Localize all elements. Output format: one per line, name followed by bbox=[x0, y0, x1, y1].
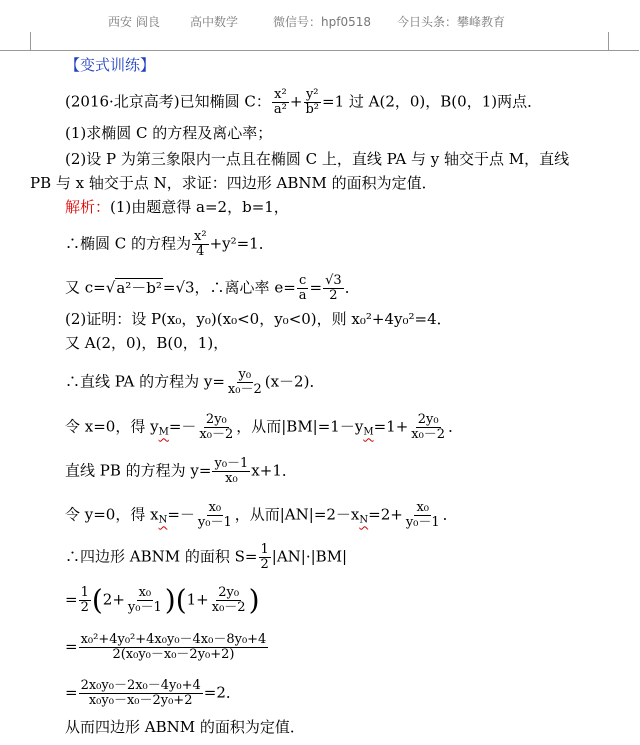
solution-step-6: ∴直线 PA 的方程为 y= $\frac{\text{y₀}}{\text{x₀－2}}$ (x－2)． bbox=[65, 367, 325, 397]
problem-question-1: (1)求椭圆 C 的方程及离心率； bbox=[65, 124, 273, 142]
solution-step-10: ∴四边形 ABNM 的面积 S= $\frac{1}{2}$ |AN|·|BM| bbox=[65, 542, 348, 572]
solution-step-11: = $\frac{1}{2}$ (2+ $\frac{\text{x₀}}{\text{y₀－1}}$ )(1+ $\frac{\text{2y₀}}{\text{x₀－2}}$ ) bbox=[65, 583, 260, 617]
solution-step-2: ∴椭圆 C 的方程为 $\frac{\text{x²}}{4}$ +y²=1． bbox=[65, 229, 274, 259]
solution-step-9: 令 y=0，得 $x_N=-$ $\frac{\text{x₀}}{\text{y₀－1}}$ ，从而$|AN|=2-x_N=2+$ $\frac{\text{x₀}}{\text{y₀－1}}$ ． bbox=[65, 500, 458, 530]
header-author: 西安 阎良 bbox=[108, 15, 160, 29]
crop-mark-right bbox=[608, 32, 639, 51]
solution-step-13: = $\frac{\text{2x₀y₀－2x₀－4y₀+4}}{\text{x₀y₀－x₀－2y₀+2}}$ =2． bbox=[65, 678, 241, 708]
header-wechat: 微信号：hpf0518 bbox=[273, 15, 371, 29]
problem-question-2-line1: (2)设 P 为第三象限内一点且在椭圆 C 上，直线 PA 与 y 轴交于点 M，直线 bbox=[65, 150, 570, 168]
crop-mark-left bbox=[0, 32, 31, 51]
section-title: 【变式训练】 bbox=[65, 56, 156, 74]
problem-intro: (2016·北京高考)已知椭圆 C： $\frac{\text{x²}}{\text{a²}}$ + $\frac{\text{y²}}{\text{b²}}$ =1 过 A(2，0)，B(0，1)两点． bbox=[65, 87, 543, 117]
solution-conclusion: 从而四边形 ABNM 的面积为定值． bbox=[65, 718, 305, 736]
header-rule bbox=[30, 50, 610, 51]
header-toutiao: 今日头条：攀峰教育 bbox=[397, 15, 506, 29]
header-subject: 高中数学 bbox=[190, 15, 239, 29]
solution-step-8: 直线 PB 的方程为 y= $\frac{\text{y₀－1}}{\text{x₀}}$ x+1． bbox=[65, 456, 297, 486]
solution-step-4: (2)证明：设 P(x₀，y₀)(x₀<0，y₀<0)，则 x₀²+4y₀²=4． bbox=[65, 310, 452, 328]
solution-step-7: 令 x=0，得 $y_M=-$ $\frac{\text{2y₀}}{\text{x₀－2}}$ ，从而$|BM|=1-y_M=1+$ $\frac{\text{2y₀}}{\text{x₀－2}}$ ． bbox=[65, 412, 464, 442]
solution-step-3: 又 c=√a²－b²=√3，∴离心率 e= $\frac{c}{a}$ = $\frac{√3}{2}$ ． bbox=[65, 273, 360, 303]
solution-step-12: = $\frac{\text{x₀²+4y₀²+4x₀y₀－4x₀－8y₀+4}}{\text{2(x₀y₀－x₀－2y₀+2)}}$ bbox=[65, 632, 267, 662]
solution-label: 解析： bbox=[65, 198, 111, 216]
solution-step-1: 解析：(1)由题意得 a=2，b=1， bbox=[65, 198, 289, 216]
problem-question-2-line2: PB 与 x 轴交于点 N，求证：四边形 ABNM 的面积为定值． bbox=[30, 174, 437, 192]
solution-step-5: 又 A(2，0)，B(0，1)， bbox=[65, 334, 229, 352]
